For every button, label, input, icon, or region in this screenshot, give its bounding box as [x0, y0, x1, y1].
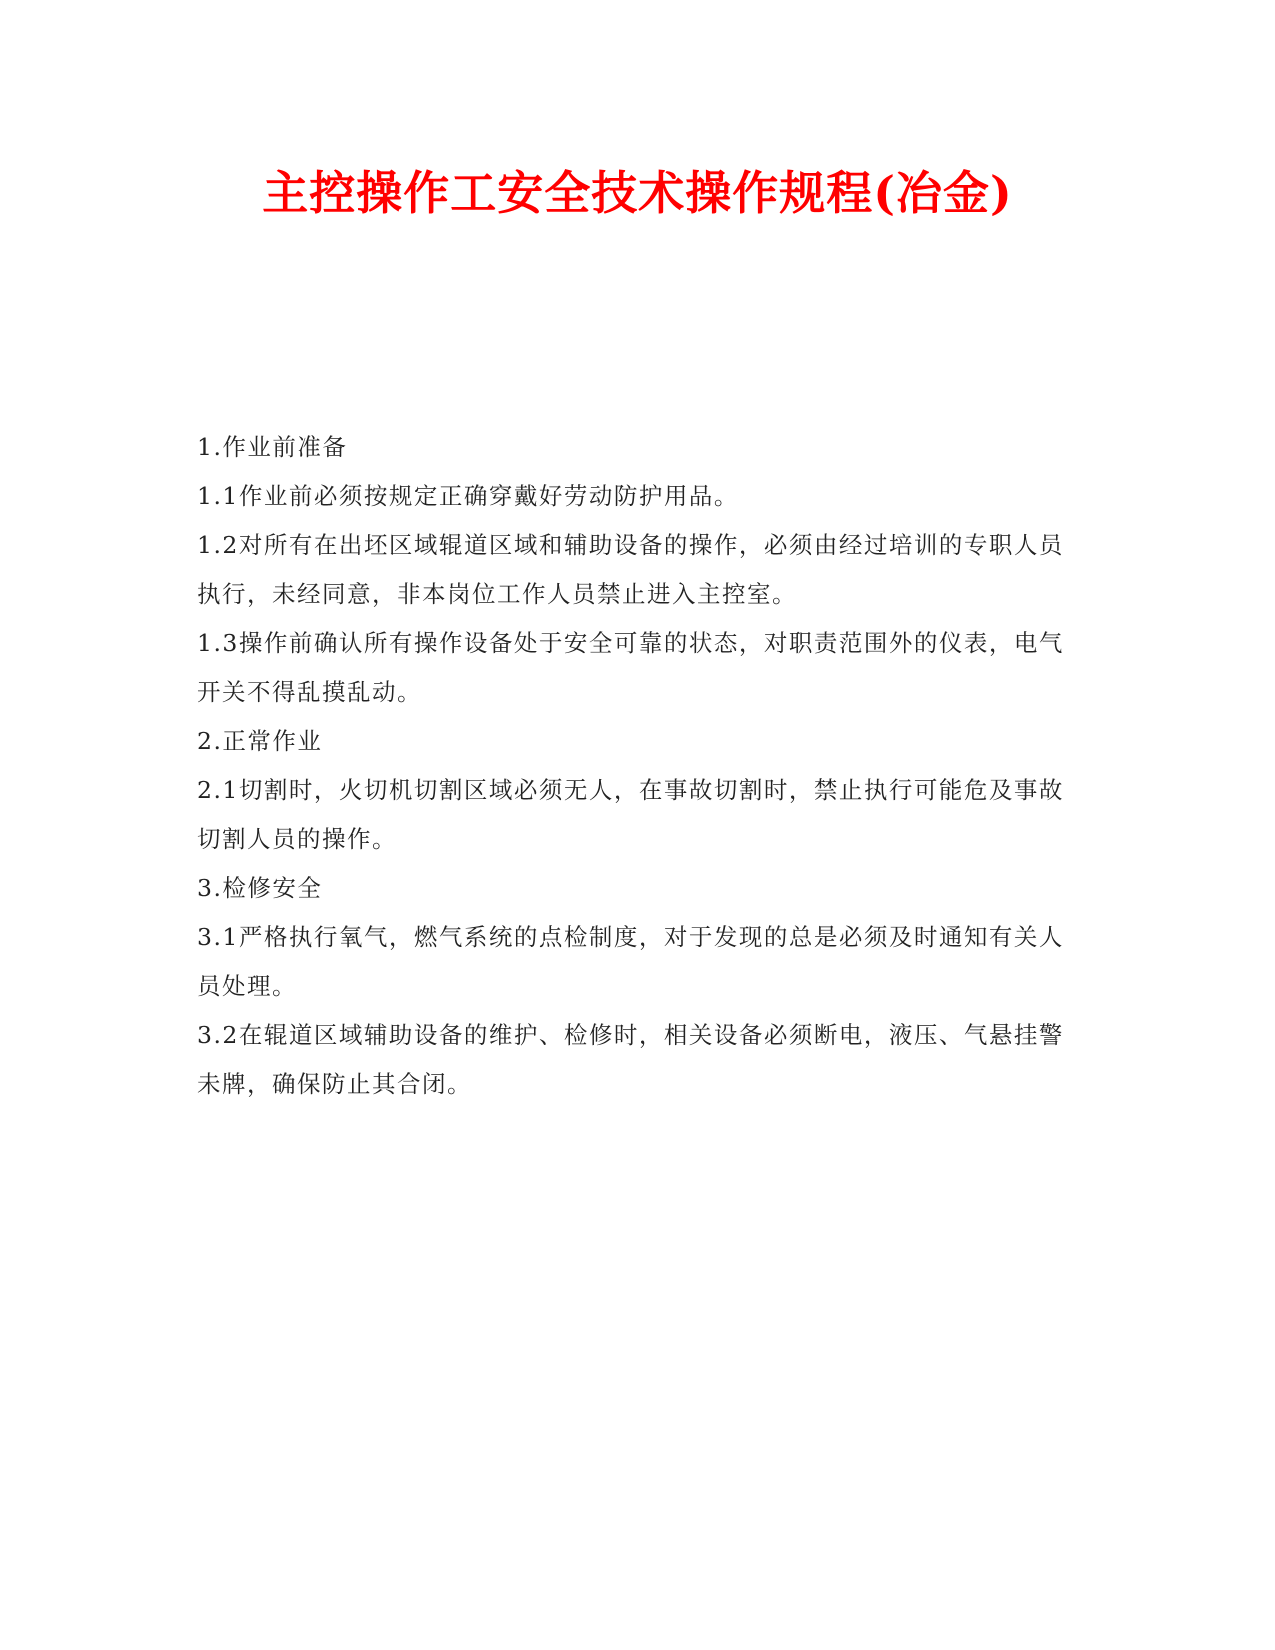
paragraph-line: 1.1作业前必须按规定正确穿戴好劳动防护用品。 — [197, 482, 739, 510]
paragraph-line: 未牌，确保防止其合闭。 — [197, 1070, 472, 1098]
section-heading-2: 2.正常作业 — [197, 727, 323, 755]
paragraph-line: 1.3操作前确认所有操作设备处于安全可靠的状态，对职责范围外的仪表，电气 — [197, 629, 1064, 657]
paragraph-line: 开关不得乱摸乱动。 — [197, 678, 422, 706]
paragraph-line: 切割人员的操作。 — [197, 825, 397, 853]
paragraph-line: 2.1切割时，火切机切割区域必须无人，在事故切割时，禁止执行可能危及事故 — [197, 776, 1064, 804]
page-title: 主控操作工安全技术操作规程(冶金) — [262, 166, 1013, 220]
paragraph-line: 3.1严格执行氧气，燃气系统的点检制度，对于发现的总是必须及时通知有关人 — [197, 923, 1064, 951]
paragraph-line: 执行，未经同意，非本岗位工作人员禁止进入主控室。 — [197, 580, 797, 608]
paragraph-line: 员处理。 — [197, 972, 297, 1000]
document-body — [197, 423, 1067, 1109]
paragraph-line: 1.2对所有在出坯区域辊道区域和辅助设备的操作，必须由经过培训的专职人员 — [197, 531, 1064, 559]
section-heading-3: 3.检修安全 — [197, 874, 323, 902]
paragraph-line: 3.2在辊道区域辅助设备的维护、检修时，相关设备必须断电，液压、气悬挂警 — [197, 1021, 1064, 1049]
section-heading-1: 1.作业前准备 — [197, 433, 348, 461]
